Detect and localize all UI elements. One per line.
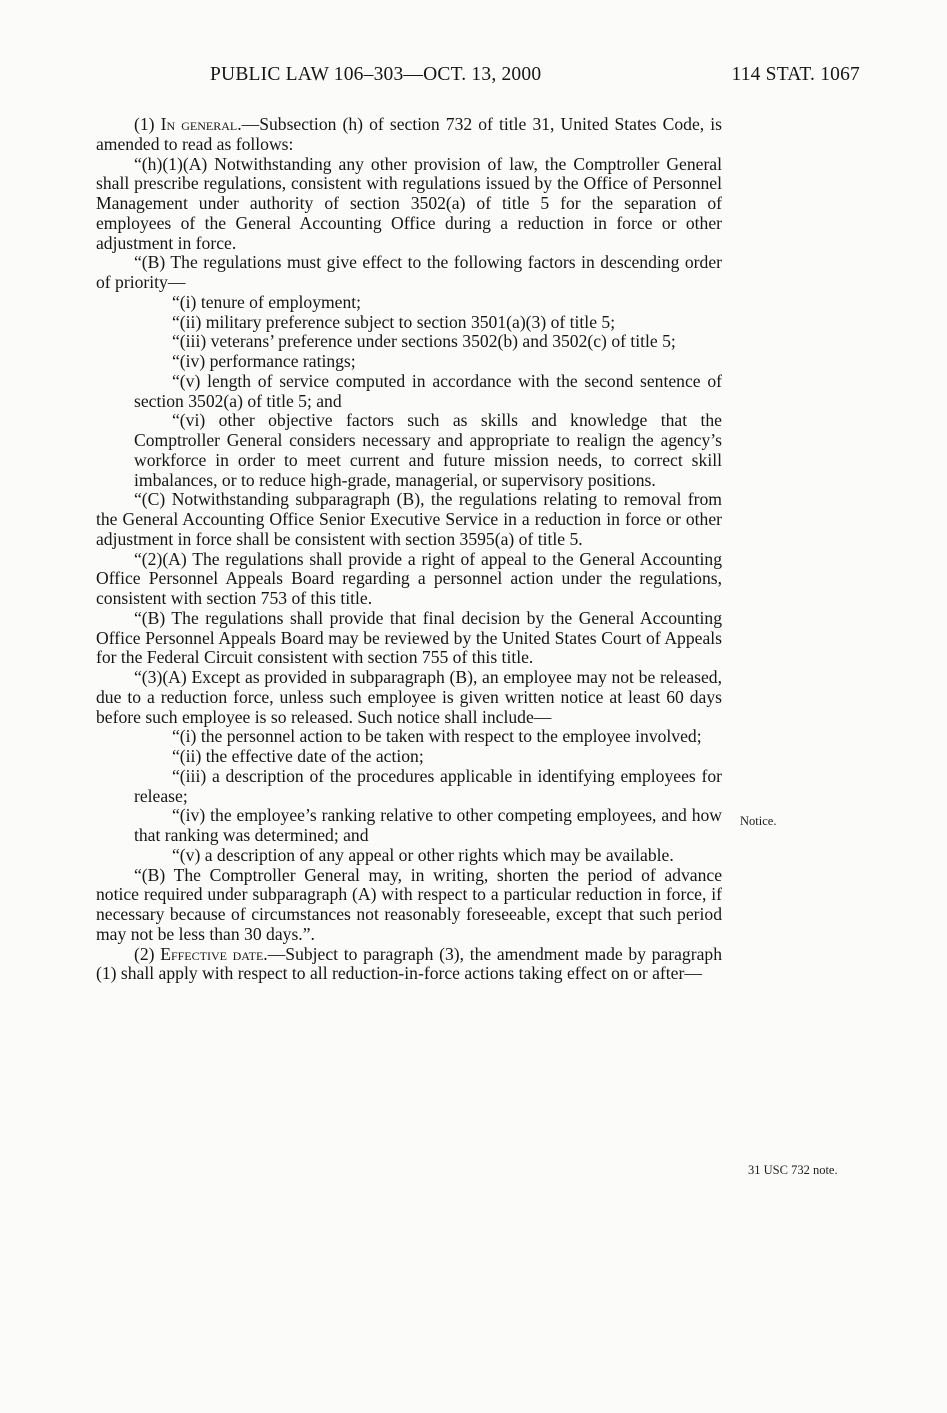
- factor-item: “(iv) performance ratings;: [172, 351, 356, 371]
- running-header: [210, 64, 860, 94]
- factor-item: “(vi) other objective factors such as skills and knowledge that the Comptroller General considers necessary and appropriate to realign the agency’s workforce in order to meet current and future mission needs, to correct skill imbalances, or to reduce high-grade, managerial, or supervisory positions.: [134, 410, 722, 490]
- notice-item: “(ii) the effective date of the action;: [172, 746, 424, 766]
- paragraph-3-A: “(3)(A) Except as provided in subparagraph (B), an employee may not be released, due to a reduction force, unless such employee is given written notice at least 60 days before such employee is so released. Such notice shall include—: [96, 667, 722, 727]
- paragraph-3-B: “(B) The Comptroller General may, in writing, shorten the period of advance notice required under subparagraph (A) with respect to a particular reduction in force, if necessary because of circumstances not reasonably foreseeable, except that such period may not be less than 30 days.”.: [96, 864, 722, 944]
- paragraph-2-heading: (2) Effective date.: [134, 943, 268, 964]
- factor-item: “(ii) military preference subject to section 3501(a)(3) of title 5;: [172, 311, 616, 332]
- subsection-h-1-A: “(h)(1)(A) Notwithstanding any other provision of law, the Comptroller General shall prescribe regulations, consistent with regulations issued by the Office of Personnel Management under authority of section 3502(a) of title 5 for the separation of employees of the General Accounting Office during a reduction in force or other adjustment in force.: [96, 153, 722, 253]
- paragraph-2-B: “(B) The regulations shall provide that final decision by the General Accounting Office Personnel Appeals Board may be reviewed by the United States Court of Appeals for the Federal Circuit consistent with section 755 of this title.: [96, 607, 722, 668]
- paragraph-1-in-general: [96, 115, 722, 155]
- statute-body: [96, 115, 722, 984]
- notice-item: “(v) a description of any appeal or other rights which may be available.: [172, 844, 674, 865]
- paragraph-1-text: —Subsection (h) of section 732 of title 31, United States Code, is amended to read as follows:: [96, 114, 722, 154]
- margin-note-usc: 31 USC 732 note.: [748, 1163, 838, 1177]
- factor-item: “(i) tenure of employment;: [172, 291, 362, 312]
- paragraph-2-A: “(2)(A) The regulations shall provide a right of appeal to the General Accounting Office Personnel Appeals Board regarding a personnel action under the regulations, consistent with section 753 of this title.: [96, 548, 722, 608]
- subparagraph-1-C: “(C) Notwithstanding subparagraph (B), the regulations relating to removal from the General Accounting Office Senior Executive Service in a reduction in force or other adjustment in force shall be consistent with section 3595(a) of title 5.: [96, 489, 722, 549]
- factor-item: “(iii) veterans’ preference under sections 3502(b) and 3502(c) of title 5;: [172, 331, 676, 352]
- paragraph-2-text: —Subject to paragraph (3), the amendment made by paragraph (1) shall apply with respect to all reduction-in-force actions taking effect on or after—: [96, 943, 722, 984]
- subparagraph-1-B: “(B) The regulations must give effect to the following factors in descending order of priority—: [96, 252, 722, 292]
- paragraph-2-effective-date: [96, 945, 722, 985]
- paragraph-1-heading: (1) In general.: [134, 114, 242, 134]
- public-law-citation: PUBLIC LAW 106–303—OCT. 13, 2000: [210, 64, 542, 85]
- notice-item: “(iv) the employee’s ranking relative to other competing employees, and how that ranking was determined; and: [134, 805, 722, 845]
- statutes-page-number: 114 STAT. 1067: [731, 64, 860, 85]
- notice-item: “(iii) a description of the procedures applicable in identifying employees for release;: [134, 765, 722, 806]
- factor-item: “(v) length of service computed in accordance with the second sentence of section 3502(a) of title 5; and: [134, 370, 722, 411]
- notice-item: “(i) the personnel action to be taken with respect to the employee involved;: [172, 726, 702, 747]
- margin-note-notice: Notice.: [740, 814, 777, 828]
